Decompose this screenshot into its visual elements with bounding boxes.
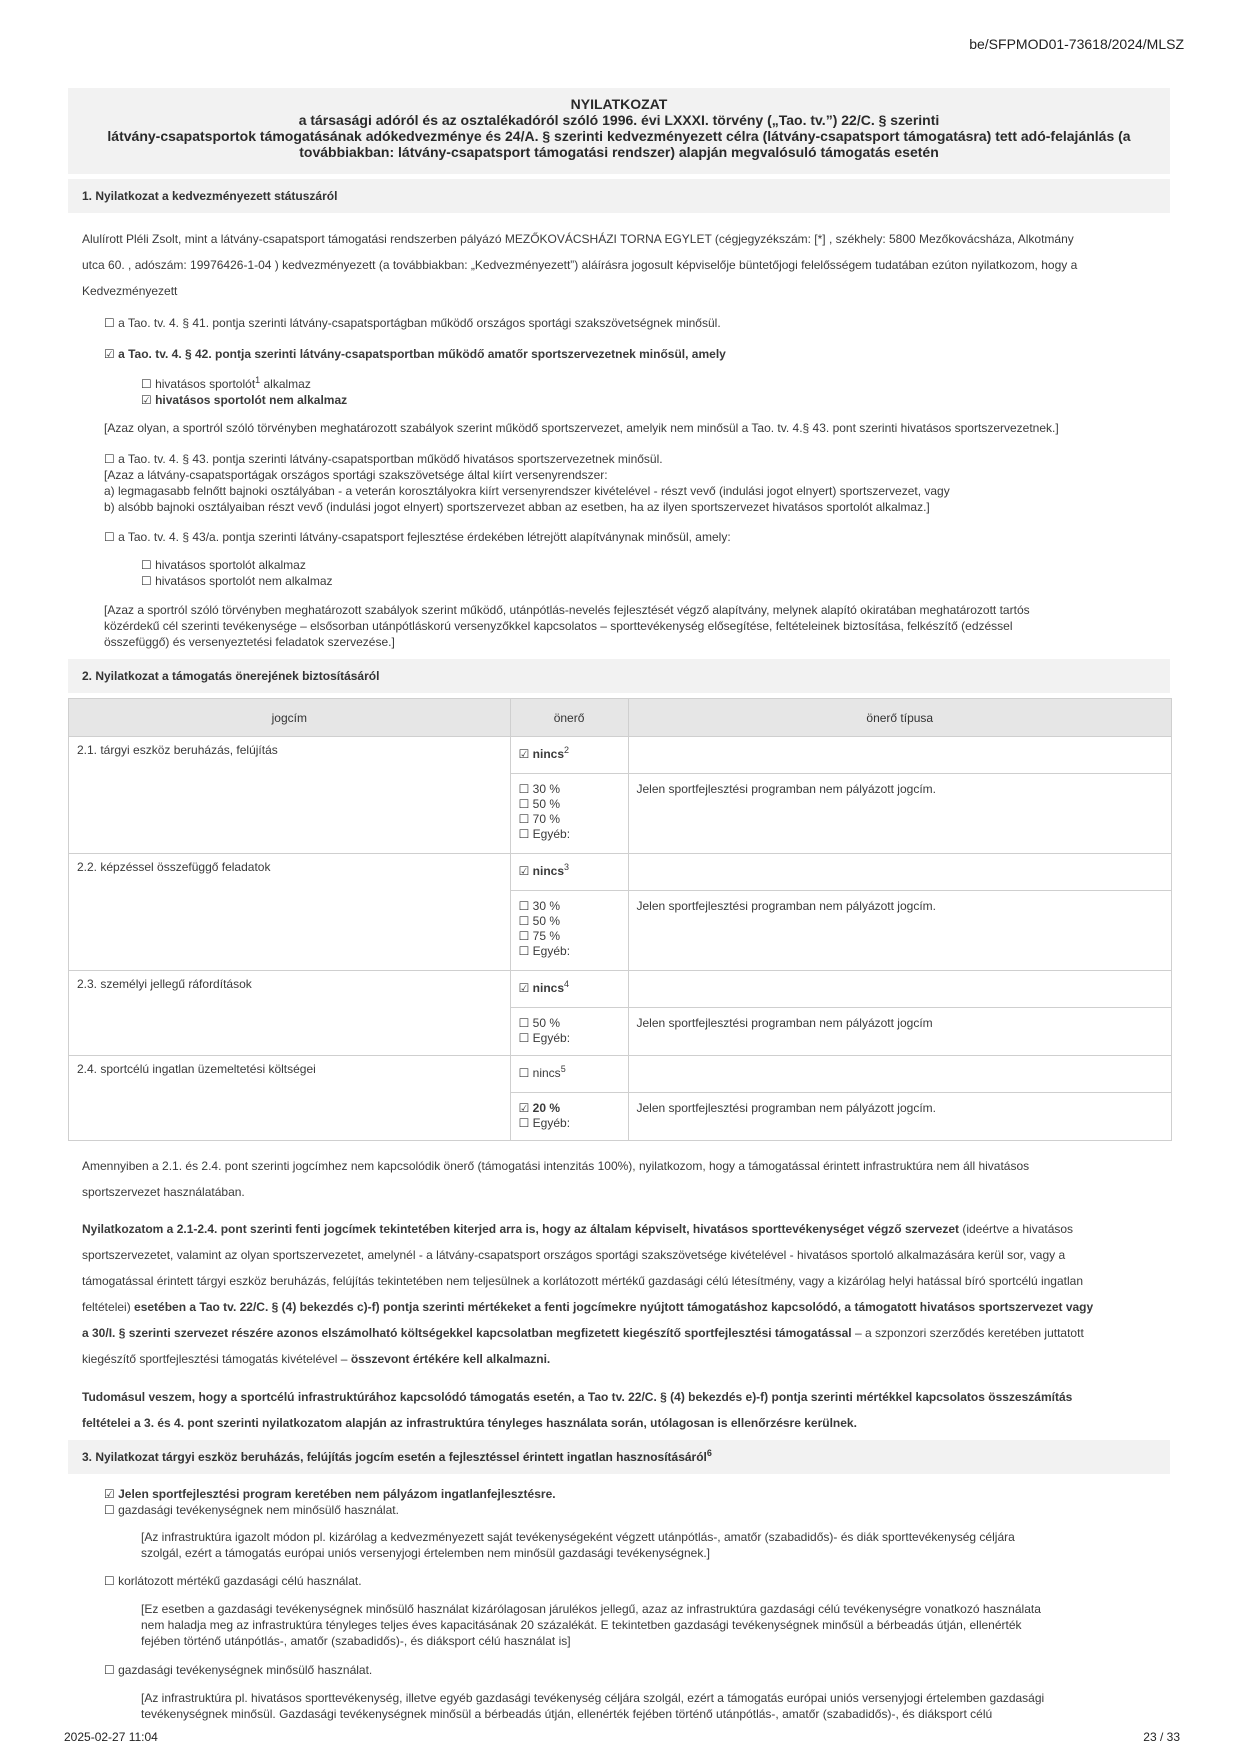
header-line-1: a társasági adóról és az osztalékadóról szóló 1996. évi LXXXI. törvény („Tao. tv.”) 22/C. § szerinti xyxy=(298,112,940,128)
percent-option[interactable]: ☐ 50 % xyxy=(518,1016,561,1030)
percent-option[interactable]: ☑ 20 % xyxy=(518,1101,561,1115)
scope-line-6-normal: kiegészítő sportfejlesztési támogatás kivételével – xyxy=(82,1352,351,1366)
footer-page-number: 23 / 33 xyxy=(1143,1730,1180,1744)
empty-cell xyxy=(628,1056,1172,1093)
section-2-title: 2. Nyilatkozat a támogatás önerejének biztosításáról xyxy=(68,659,1170,693)
declaration-title: NYILATKOZAT xyxy=(570,96,668,112)
empty-cell xyxy=(628,737,1172,774)
table-row xyxy=(69,737,1172,774)
percent-option[interactable]: ☐ Egyéb: xyxy=(518,1116,571,1130)
contribution-note xyxy=(82,1153,1158,1205)
option-label-tail: alkalmaz xyxy=(260,377,311,391)
use-option-economic-note-2: tevékenységnek minősül. Gazdasági tevékenységnek minősül a bérbeadás útján, ellenérték fejében történő utánpótlás-, amatőr (szabadidős)-, és diáksport célú xyxy=(141,1707,993,1721)
percent-option[interactable]: ☐ 30 % xyxy=(518,899,561,913)
status-option-43a-note-2: közérdekű cél szerinti tevékenysége – elsősorban utánpótláskorú versenyzőkkel kapcsolatos – sporttevékenység elősegítése, feltételeinek biztosítása, felkészítő (edzéssel xyxy=(104,619,1013,633)
scope-line-1-bold: Nyilatkozatom a 2.1-2.4. pont szerinti fenti jogcímek tekintetében kiterjed arra is, hogy az általam képviselt, hivatásos sporttevékenységet végző szervezet xyxy=(82,1222,959,1236)
type-cell: Jelen sportfejlesztési programban nem pályázott jogcím. xyxy=(628,891,1172,971)
declaration-scope-paragraph xyxy=(82,1216,1158,1372)
intro-line-1: Alulírott Pléli Zsolt, mint a látvány-csapatsport támogatási rendszerben pályázó MEZŐKOVÁCSHÁZI TORNA EGYLET (cégjegyzékszám: [*] , székhely: 5800 Mezőkovácsháza, Alkotmány xyxy=(82,232,1074,246)
use-option-economic[interactable]: ☐ gazdasági tevékenységnek minősülő használat. xyxy=(104,1663,373,1677)
section-3-title-text: 3. Nyilatkozat tárgyi eszköz beruházás, felújítás jogcím esetén a fejlesztéssel érintett ingatlan hasznosításáról xyxy=(82,1450,707,1464)
status-option-43-note-2: a) legmagasabb felnőtt bajnoki osztályában - a veterán korosztályokra kiírt versenyrendszer kivételével - részt vevő (indulási jogot elnyert) sportszervezet, vagy xyxy=(104,484,950,498)
type-cell: Jelen sportfejlesztési programban nem pályázott jogcím. xyxy=(628,1093,1172,1141)
use-option-non-economic[interactable]: ☐ gazdasági tevékenységnek nem minősülő használat. xyxy=(104,1503,399,1517)
nincs-label: ☑ nincs xyxy=(518,864,565,878)
percent-option[interactable]: ☐ 50 % xyxy=(518,914,561,928)
own-contribution-table xyxy=(68,698,1172,1141)
scope-line-6 xyxy=(82,1346,1158,1372)
jogcim-cell: 2.1. tárgyi eszköz beruházás, felújítás xyxy=(69,737,511,854)
percent-options xyxy=(510,774,628,854)
footnote-ref: 3 xyxy=(564,862,570,872)
acknowledgement-paragraph xyxy=(82,1384,1158,1436)
use-option-limited-economic-note-2: nem haladja meg az infrastruktúra tényleges teljes éves kapacitásának 20 százalékát. E tekintetben gazdasági tevékenységnek minősül a bérbeadás útján, ellenérték xyxy=(141,1618,1022,1632)
footer-timestamp: 2025-02-27 11:04 xyxy=(64,1730,158,1744)
scope-line-2: sportszervezetet, valamint az olyan sportszervezetet, amelynél - a látvány-csapatsport országos sportági szakszövetsége kivételével - hivatásos sportoló alkalmazására kerül sor, vagy a xyxy=(82,1248,1066,1262)
scope-line-3: támogatással érintett tárgyi eszköz beruházás, felújítás tekintetében nem teljesülnek a korlátozott mértékű gazdasági célú létesítmény, vagy a kizárólag helyi hatással bíró sportcélú ingatlan xyxy=(82,1274,1083,1288)
use-option-limited-economic-note-1: [Ez esetben a gazdasági tevékenységnek minősülő használat kizárólagosan járulékos jellegű, azaz az infrastruktúra gazdasági célú tevékenységre vonatkozó használata xyxy=(141,1602,1041,1616)
section-1-intro xyxy=(82,226,1158,304)
nincs-label: ☑ nincs xyxy=(518,747,565,761)
document-id: be/SFPMOD01-73618/2024/MLSZ xyxy=(969,36,1184,52)
option-label: ☐ hivatásos sportolót xyxy=(141,377,256,391)
status-option-42-employs[interactable] xyxy=(141,376,311,392)
status-option-43a-note-3: összefüggő) és versenyeztetési feladatok szervezése.] xyxy=(104,635,395,649)
use-option-non-economic-note-1: [Az infrastruktúra igazolt módon pl. kizárólag a kedvezményezett saját tevékenységeként végzett utánpótlás-, amatőr (szabadidős)- és diák sporttevékenység céljára xyxy=(141,1530,1015,1544)
jogcim-cell: 2.3. személyi jellegű ráfordítások xyxy=(69,971,511,1056)
percent-option[interactable]: ☐ 30 % xyxy=(518,782,561,796)
status-option-43[interactable]: ☐ a Tao. tv. 4. § 43. pontja szerinti látvány-csapatsportban működő hivatásos sportszervezetnek minősül. xyxy=(104,452,663,466)
percent-options xyxy=(510,891,628,971)
use-option-limited-economic-note-3: fejében történő utánpótlás-, amatőr (szabadidős)-, és diáksport célú használat is] xyxy=(141,1634,571,1648)
jogcim-cell: 2.4. sportcélú ingatlan üzemeltetési költségei xyxy=(69,1056,511,1141)
status-option-43a[interactable]: ☐ a Tao. tv. 4. § 43/a. pontja szerinti látvány-csapatsport fejlesztése érdekében létrejött alapítványnak minősül, amely: xyxy=(104,530,731,544)
percent-option[interactable]: ☐ Egyéb: xyxy=(518,1031,571,1045)
table-row xyxy=(69,1056,1172,1093)
scope-line-5 xyxy=(82,1320,1158,1346)
column-header: önerő xyxy=(510,699,628,737)
percent-option[interactable]: ☐ 70 % xyxy=(518,812,561,826)
nincs-cell[interactable] xyxy=(510,737,628,774)
status-option-42-note: [Azaz olyan, a sportról szóló törvényben meghatározott szabályok szerint működő sportszervezet, amelyik nem minősül a Tao. tv. 4.§ 43. pont szerinti hivatásos sportszervezetnek.] xyxy=(104,421,1059,435)
header-line-2: látvány-csapatsportok támogatásának adókedvezménye és 24/A. § szerinti kedvezményezett célra (látvány-csapatsport támogatásra) tett adó-felajánlás (a xyxy=(107,128,1131,144)
status-option-41[interactable]: ☐ a Tao. tv. 4. § 41. pontja szerinti látvány-csapatsportágban működő országos sportági szakszövetségnek minősül. xyxy=(104,316,721,330)
percent-option[interactable]: ☐ 50 % xyxy=(518,797,561,811)
status-option-43a-employs[interactable]: ☐ hivatásos sportolót alkalmaz xyxy=(141,558,306,572)
intro-line-3: Kedvezményezett xyxy=(82,284,178,298)
footnote-ref: 2 xyxy=(564,745,570,755)
column-header: önerő típusa xyxy=(628,699,1172,737)
footnote-ref: 4 xyxy=(564,979,570,989)
footnote-ref: 1 xyxy=(255,375,261,385)
use-option-non-economic-note-2: szolgál, ezért a támogatás európai uniós versenyjogi értelemben nem minősül gazdasági tevékenységnek.] xyxy=(141,1546,710,1560)
status-option-43a-note-1: [Azaz a sportról szóló törvényben meghatározott szabályok szerint működő, utánpótlás-nevelés fejlesztését végző alapítvány, melynek alapító okiratában meghatározott tartós xyxy=(104,603,1030,617)
scope-line-5-normal: – a szponzori szerződés keretében juttatott xyxy=(851,1326,1084,1340)
header-line-3: továbbiakban: látvány-csapatsport támogatási rendszer) alapján megvalósuló támogatás esetén xyxy=(299,144,939,160)
status-option-43a-not-employs[interactable]: ☐ hivatásos sportolót nem alkalmaz xyxy=(141,574,333,588)
table-row xyxy=(69,854,1172,891)
table-row xyxy=(69,971,1172,1008)
scope-line-4-bold: esetében a Tao tv. 22/C. § (4) bekezdés c)-f) pontja szerinti mértékeket a fenti jogcímekre nyújtott támogatáshoz kapcsolódó, a támogatott hivatásos sportszervezet vagy xyxy=(134,1300,1094,1314)
footnote-ref: 5 xyxy=(560,1064,566,1074)
type-cell: Jelen sportfejlesztési programban nem pályázott jogcím. xyxy=(628,774,1172,854)
section-3-title xyxy=(68,1440,1170,1474)
nincs-label: ☐ nincs xyxy=(518,1066,561,1080)
declaration-header xyxy=(68,88,1170,174)
status-option-43-note-1: [Azaz a látvány-csapatsportágak országos sportági szakszövetsége által kiírt versenyrendszer: xyxy=(104,468,608,482)
empty-cell xyxy=(628,854,1172,891)
nincs-cell[interactable] xyxy=(510,1056,628,1093)
scope-line-1 xyxy=(82,1216,1158,1242)
use-option-limited-economic[interactable]: ☐ korlátozott mértékű gazdasági célú használat. xyxy=(104,1574,362,1588)
status-option-43-note-3: b) alsóbb bajnoki osztályaiban részt vevő (indulási jogot elnyert) sportszervezet abban az esetben, ha az ilyen sportszervezet hivatásos sportolót alkalmaz.] xyxy=(104,500,930,514)
status-option-42[interactable]: ☑ a Tao. tv. 4. § 42. pontja szerinti látvány-csapatsportban működő amatőr sportszervezetnek minősül, amely xyxy=(104,347,726,361)
use-option-economic-note-1: [Az infrastruktúra pl. hivatásos sporttevékenység, illetve egyéb gazdasági tevékenység céljára szolgál, ezért a támogatás európai uniós versenyjogi értelemben gazdasági xyxy=(141,1691,1045,1705)
type-cell: Jelen sportfejlesztési programban nem pályázott jogcím xyxy=(628,1008,1172,1056)
intro-line-2: utca 60. , adószám: 19976426-1-04 ) kedvezményezett (a továbbiakban: „Kedvezményezett”) aláírásra jogosult képviselője büntetőjogi felelősségem tudatában ezúton nyilatkozom, hogy a xyxy=(82,258,1078,272)
nincs-label: ☑ nincs xyxy=(518,981,565,995)
acknowledgement-line-2: feltételei a 3. és 4. pont szerinti nyilatkozatom alapján az infrastruktúra tényleges használata során, utólagosan is ellenőrzésre kerülnek. xyxy=(82,1416,857,1430)
scope-line-4 xyxy=(82,1294,1158,1320)
footnote-ref: 6 xyxy=(706,1448,712,1458)
jogcim-cell: 2.2. képzéssel összefüggő feladatok xyxy=(69,854,511,971)
scope-line-1-normal: (ideértve a hivatásos xyxy=(958,1222,1074,1236)
nincs-cell[interactable] xyxy=(510,854,628,891)
use-option-no-development[interactable]: ☑ Jelen sportfejlesztési program keretében nem pályázom ingatlanfejlesztésre. xyxy=(104,1487,556,1501)
column-header: jogcím xyxy=(69,699,511,737)
empty-cell xyxy=(628,971,1172,1008)
scope-line-6-bold: összevont értékére kell alkalmazni. xyxy=(350,1352,551,1366)
acknowledgement-line-1: Tudomásul veszem, hogy a sportcélú infrastruktúrához kapcsolódó támogatás esetén, a Tao tv. 22/C. § (4) bekezdés e)-f) pontja szerinti mértékkel kapcsolatos összeszámítás xyxy=(82,1390,1073,1404)
percent-options xyxy=(510,1008,628,1056)
percent-option[interactable]: ☐ Egyéb: xyxy=(518,827,571,841)
contribution-note-line-1: Amennyiben a 2.1. és 2.4. pont szerinti jogcímhez nem kapcsolódik önerő (támogatási intenzitás 100%), nyilatkozom, hogy a támogatással érintett infrastruktúra nem áll hivatásos xyxy=(82,1159,1030,1173)
table-header-row xyxy=(69,699,1172,737)
contribution-note-line-2: sportszervezet használatában. xyxy=(82,1185,245,1199)
scope-line-5-bold: a 30/I. § szerinti szervezet részére azonos elszámolható költségekkel kapcsolatban megfizetett kiegészítő sportfejlesztési támogatással xyxy=(82,1326,852,1340)
section-1-title: 1. Nyilatkozat a kedvezményezett státuszáról xyxy=(68,179,1170,213)
percent-option[interactable]: ☐ Egyéb: xyxy=(518,944,571,958)
percent-option[interactable]: ☐ 75 % xyxy=(518,929,561,943)
scope-line-4-normal: feltételei) xyxy=(82,1300,135,1314)
percent-options xyxy=(510,1093,628,1141)
status-option-42-not-employs[interactable]: ☑ hivatásos sportolót nem alkalmaz xyxy=(141,393,348,407)
nincs-cell[interactable] xyxy=(510,971,628,1008)
